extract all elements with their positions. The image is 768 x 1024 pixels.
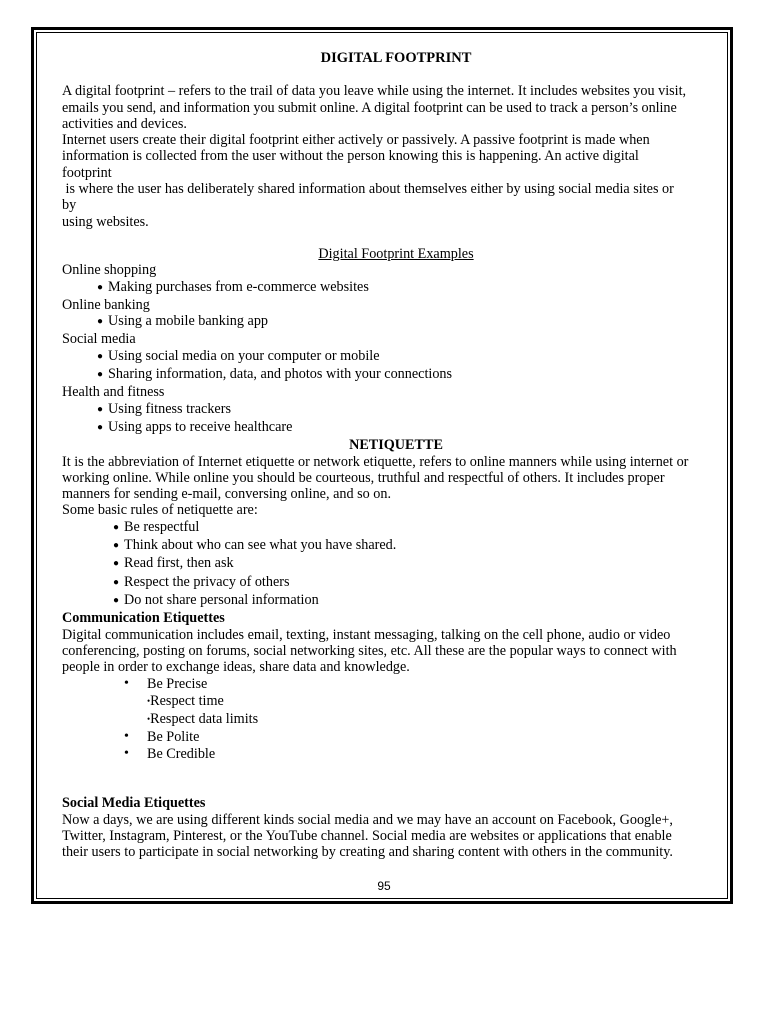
- communication-line: people in order to exchange ideas, share data and knowledge.: [62, 659, 410, 676]
- communication-line: Digital communication includes email, texting, instant messaging, talking on the cell phone, audio or video: [62, 626, 671, 643]
- intro-line: emails you send, and information you submit online. A digital footprint can be used to track a person’s online: [62, 99, 677, 116]
- example-category: Online banking: [62, 296, 150, 313]
- social-line: their users to participate in social networking by creating and sharing content with others in the community.: [62, 844, 673, 861]
- examples-section: [62, 262, 730, 437]
- communication-list: [62, 676, 730, 762]
- intro-line: information is collected from the user without the person knowing this is happening. An active digital: [62, 148, 639, 165]
- netiquette-rules-list: [62, 519, 730, 610]
- social-line: Now a days, we are using different kinds social media and we may have an account on Facebook, Google+,: [62, 811, 673, 828]
- example-category: Social media: [62, 331, 136, 348]
- list-item: ● Be respectful: [62, 519, 730, 537]
- social-line: Twitter, Instagram, Pinterest, or the YouTube channel. Social media are websites or applications that enable: [62, 827, 672, 844]
- page-title: DIGITAL FOOTPRINT: [320, 50, 472, 66]
- list-item: ● Making purchases from e-commerce websites: [62, 279, 730, 297]
- example-category: Online shopping: [62, 262, 157, 279]
- netiquette-line: It is the abbreviation of Internet etiquette or network etiquette, refers to online manners while using internet or: [62, 453, 689, 470]
- netiquette-line: Some basic rules of netiquette are:: [62, 502, 258, 519]
- intro-paragraph: [62, 83, 730, 230]
- list-item: ● Using apps to receive healthcare: [62, 419, 730, 437]
- example-list: [62, 279, 730, 297]
- netiquette-line: working online. While online you should be courteous, truthful and respectful of others. It includes proper: [62, 469, 665, 486]
- intro-line: Internet users create their digital footprint either actively or passively. A passive footprint is made when: [62, 132, 650, 149]
- list-item: ● Using a mobile banking app: [62, 313, 730, 331]
- netiquette-paragraph: [62, 454, 730, 519]
- intro-line: is where the user has deliberately shared information about themselves either by using social media sites or: [62, 181, 674, 198]
- netiquette-heading: NETIQUETTE: [349, 437, 443, 454]
- intro-line: A digital footprint – refers to the trail of data you leave while using the internet. It includes websites you visit,: [62, 83, 687, 100]
- page-content: [62, 50, 730, 861]
- section-spacer: [62, 762, 730, 795]
- list-item: ● Read first, then ask: [62, 555, 730, 573]
- list-item: • Be Credible: [62, 746, 730, 763]
- example-category: Health and fitness: [62, 384, 165, 401]
- list-item: ● Respect the privacy of others: [62, 574, 730, 592]
- communication-heading: Communication Etiquettes: [62, 610, 225, 627]
- netiquette-line: manners for sending e-mail, conversing online, and so on.: [62, 486, 391, 503]
- intro-line: by: [62, 197, 77, 214]
- page-number: 95: [377, 879, 391, 893]
- example-list: [62, 313, 730, 331]
- intro-line: using websites.: [62, 213, 149, 230]
- list-item: ● Using fitness trackers: [62, 401, 730, 419]
- list-item: • Be Polite: [62, 729, 730, 746]
- example-list: [62, 401, 730, 438]
- list-item-text: Respect data limits: [150, 710, 259, 727]
- communication-line: conferencing, posting on forums, social networking sites, etc. All these are the popular ways to connect with: [62, 642, 677, 659]
- examples-heading: Digital Footprint Examples: [318, 245, 474, 262]
- social-media-paragraph: [62, 812, 730, 861]
- list-item: • Be Precise: [62, 676, 730, 693]
- intro-line: activities and devices.: [62, 115, 187, 132]
- communication-paragraph: [62, 627, 730, 676]
- social-media-heading: Social Media Etiquettes: [62, 795, 206, 812]
- intro-line: footprint: [62, 164, 112, 181]
- list-item: [62, 693, 730, 711]
- list-item: ● Think about who can see what you have shared.: [62, 537, 730, 555]
- list-item: ● Using social media on your computer or mobile: [62, 348, 730, 366]
- list-item: ● Do not share personal information: [62, 592, 730, 610]
- list-item: ● Sharing information, data, and photos with your connections: [62, 366, 730, 384]
- example-list: [62, 348, 730, 385]
- list-item-text: Respect time: [150, 693, 224, 710]
- list-item: [62, 711, 730, 729]
